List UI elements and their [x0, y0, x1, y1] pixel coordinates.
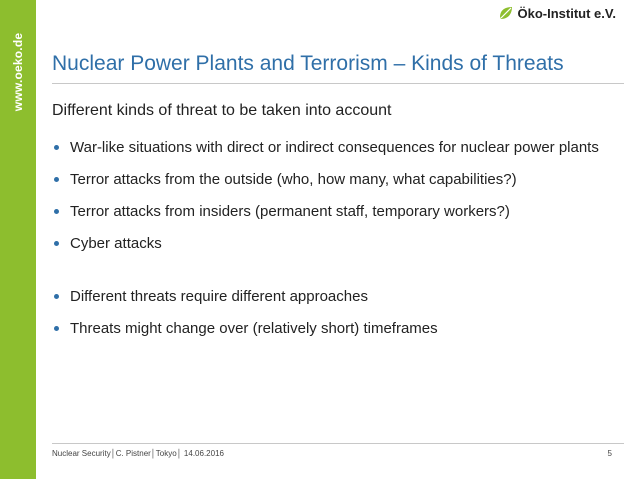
logo — [498, 4, 616, 22]
bullet-dot-icon — [54, 209, 59, 214]
bullet-text: Threats might change over (relatively short) timeframes — [70, 320, 438, 337]
bullet-dot-icon — [54, 294, 59, 299]
leaf-icon — [498, 5, 514, 21]
bullet-dot-icon — [54, 326, 59, 331]
bullet-text: Terror attacks from the outside (who, how many, what capabilities?) — [70, 171, 517, 188]
page-number: 5 — [607, 449, 612, 458]
bullet-text: Different threats require different approaches — [70, 288, 368, 305]
slide-subtitle: Different kinds of threat to be taken into account — [52, 102, 392, 119]
title-divider — [52, 83, 624, 84]
sidebar — [0, 0, 36, 479]
bullet-item — [52, 202, 612, 221]
sidebar-url: www.oeko.de — [11, 32, 25, 112]
bullet-dot-icon — [54, 177, 59, 182]
bullet-list — [52, 138, 612, 351]
bullet-item — [52, 287, 612, 306]
bullet-item — [52, 234, 612, 253]
footer-divider — [52, 443, 624, 444]
logo-text: Öko-Institut e.V. — [517, 5, 616, 21]
bullet-item — [52, 138, 612, 157]
bullet-dot-icon — [54, 145, 59, 150]
bullet-text: Terror attacks from insiders (permanent staff, temporary workers?) — [70, 203, 510, 220]
bullet-text: Cyber attacks — [70, 235, 162, 252]
footer-text: Nuclear Security│C. Pistner│Tokyo│ 14.06.2016 — [52, 449, 224, 458]
slide-title: Nuclear Power Plants and Terrorism – Kinds of Threats — [52, 52, 564, 75]
bullet-text: War-like situations with direct or indirect consequences for nuclear power plants — [70, 139, 599, 156]
bullet-item — [52, 319, 612, 338]
bullet-dot-icon — [54, 241, 59, 246]
bullet-item — [52, 170, 612, 189]
